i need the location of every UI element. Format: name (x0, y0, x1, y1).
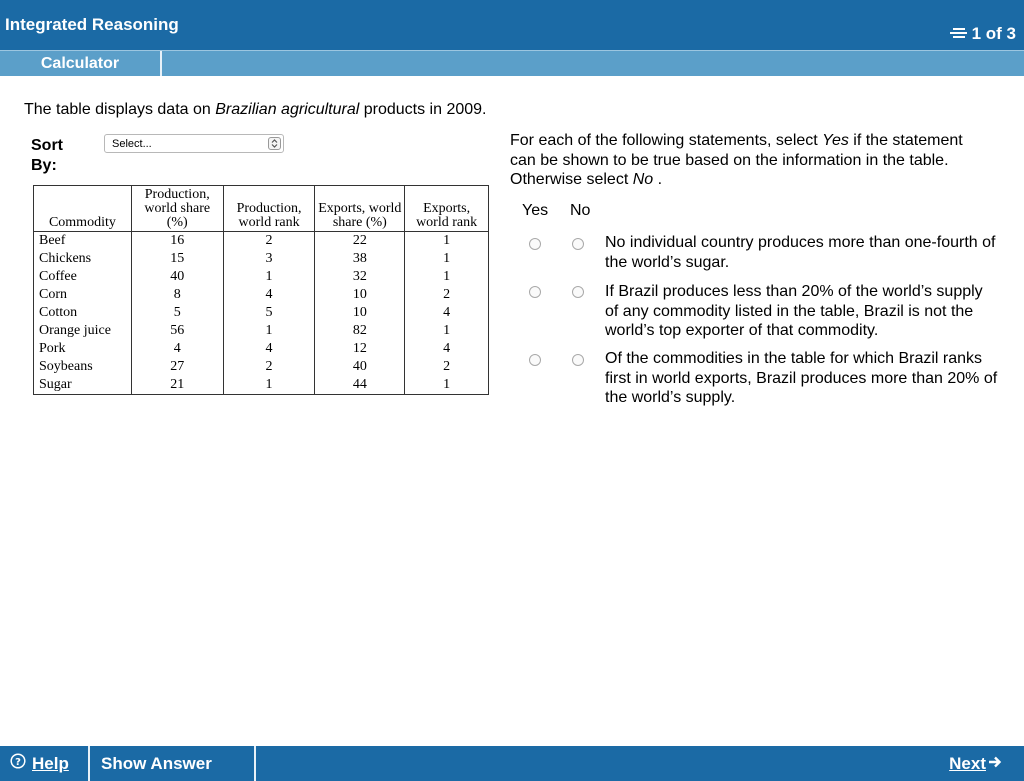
value-cell: 10 (315, 286, 405, 304)
value-cell: 40 (315, 358, 405, 376)
no-column-header: No (570, 202, 591, 219)
statement-3: Of the commodities in the table for which Brazil ranks first in world exports, Brazil produces more than 20% of the world’s supply. (605, 350, 998, 406)
value-cell: 32 (315, 268, 405, 286)
column-header: Commodity (34, 186, 132, 232)
value-cell: 4 (131, 340, 223, 358)
table-row (34, 340, 489, 358)
intro-text-after: products in 2009. (359, 101, 487, 118)
commodity-cell: Soybeans (34, 358, 132, 376)
bottom-bar (0, 746, 1024, 781)
table-row (34, 304, 489, 322)
statement-2-no-radio[interactable] (572, 286, 584, 298)
help-label: Help (32, 753, 69, 773)
next-label: Next (949, 753, 986, 773)
question-circle-icon (10, 753, 26, 774)
value-cell: 12 (315, 340, 405, 358)
commodity-cell: Cotton (34, 304, 132, 322)
commodity-cell: Pork (34, 340, 132, 358)
value-cell: 5 (223, 304, 315, 322)
value-cell: 2 (223, 232, 315, 251)
column-header: Exports, world rank (405, 186, 489, 232)
app-title: Integrated Reasoning (5, 15, 179, 34)
question-counter-text: 1 of 3 (971, 24, 1016, 43)
sort-select-value: Select... (112, 137, 152, 150)
question-instructions (510, 131, 990, 190)
arrow-right-icon (988, 754, 1002, 774)
column-header: Exports, world share (%) (315, 186, 405, 232)
table-row (34, 232, 489, 251)
sort-label: Sort By: (31, 137, 63, 174)
table-row (34, 268, 489, 286)
value-cell: 1 (223, 376, 315, 395)
data-table (33, 185, 489, 395)
statement-2: If Brazil produces less than 20% of the world’s supply of any commodity listed in the table, Brazil is not the world’s top exporter of that commodity. (605, 283, 983, 339)
list-icon (950, 27, 968, 41)
value-cell: 38 (315, 250, 405, 268)
table-intro (24, 101, 487, 119)
help-button[interactable] (0, 746, 90, 781)
value-cell: 1 (223, 268, 315, 286)
commodity-cell: Corn (34, 286, 132, 304)
value-cell: 4 (223, 340, 315, 358)
statement-3-yes-radio[interactable] (529, 354, 541, 366)
commodity-cell: Coffee (34, 268, 132, 286)
value-cell: 44 (315, 376, 405, 395)
value-cell: 4 (405, 340, 489, 358)
table-row (34, 250, 489, 268)
table-row (34, 376, 489, 395)
commodity-cell: Orange juice (34, 322, 132, 340)
value-cell: 27 (131, 358, 223, 376)
show-answer-button[interactable]: Show Answer (90, 746, 256, 781)
value-cell: 4 (223, 286, 315, 304)
value-cell: 1 (405, 322, 489, 340)
value-cell: 4 (405, 304, 489, 322)
value-cell: 21 (131, 376, 223, 395)
calculator-button[interactable]: Calculator (0, 51, 162, 76)
value-cell: 40 (131, 268, 223, 286)
value-cell: 1 (405, 376, 489, 395)
value-cell: 1 (405, 250, 489, 268)
commodity-cell: Sugar (34, 376, 132, 395)
instructions-part1: For each of the following statements, select (510, 132, 823, 149)
yes-column-header: Yes (522, 202, 549, 219)
table-row (34, 322, 489, 340)
statement-3-no-radio[interactable] (572, 354, 584, 366)
statement-1-yes-radio[interactable] (529, 238, 541, 250)
value-cell: 2 (405, 358, 489, 376)
value-cell: 3 (223, 250, 315, 268)
value-cell: 1 (405, 232, 489, 251)
table-row (34, 358, 489, 376)
commodity-cell: Beef (34, 232, 132, 251)
statement-2-yes-radio[interactable] (529, 286, 541, 298)
intro-emphasis: Brazilian agricultural (215, 101, 360, 118)
updown-arrows-icon (268, 137, 281, 150)
toolbar (0, 50, 1024, 76)
top-bar (0, 0, 1024, 50)
value-cell: 16 (131, 232, 223, 251)
value-cell: 15 (131, 250, 223, 268)
instructions-yes-word: Yes (822, 132, 849, 149)
sort-select[interactable] (104, 134, 284, 153)
value-cell: 2 (405, 286, 489, 304)
value-cell: 22 (315, 232, 405, 251)
next-button[interactable] (949, 746, 1002, 781)
statement-1-no-radio[interactable] (572, 238, 584, 250)
svg-text:?: ? (15, 757, 21, 768)
column-header: Production, world rank (223, 186, 315, 232)
table-row (34, 286, 489, 304)
instructions-part2: if the statement can be shown to be true based on the information in the table. Otherwise select (510, 132, 963, 188)
commodity-cell: Chickens (34, 250, 132, 268)
column-header: Production, world share (%) (131, 186, 223, 232)
statement-1: No individual country produces more than one-fourth of the world’s sugar. (605, 234, 996, 271)
table-header-row (34, 186, 489, 232)
question-counter (950, 24, 1016, 44)
intro-text-before: The table displays data on (24, 101, 216, 118)
value-cell: 8 (131, 286, 223, 304)
value-cell: 1 (223, 322, 315, 340)
value-cell: 56 (131, 322, 223, 340)
instructions-no-word: No (632, 171, 654, 188)
value-cell: 1 (405, 268, 489, 286)
value-cell: 2 (223, 358, 315, 376)
value-cell: 10 (315, 304, 405, 322)
instructions-part3: . (653, 171, 663, 188)
value-cell: 5 (131, 304, 223, 322)
value-cell: 82 (315, 322, 405, 340)
